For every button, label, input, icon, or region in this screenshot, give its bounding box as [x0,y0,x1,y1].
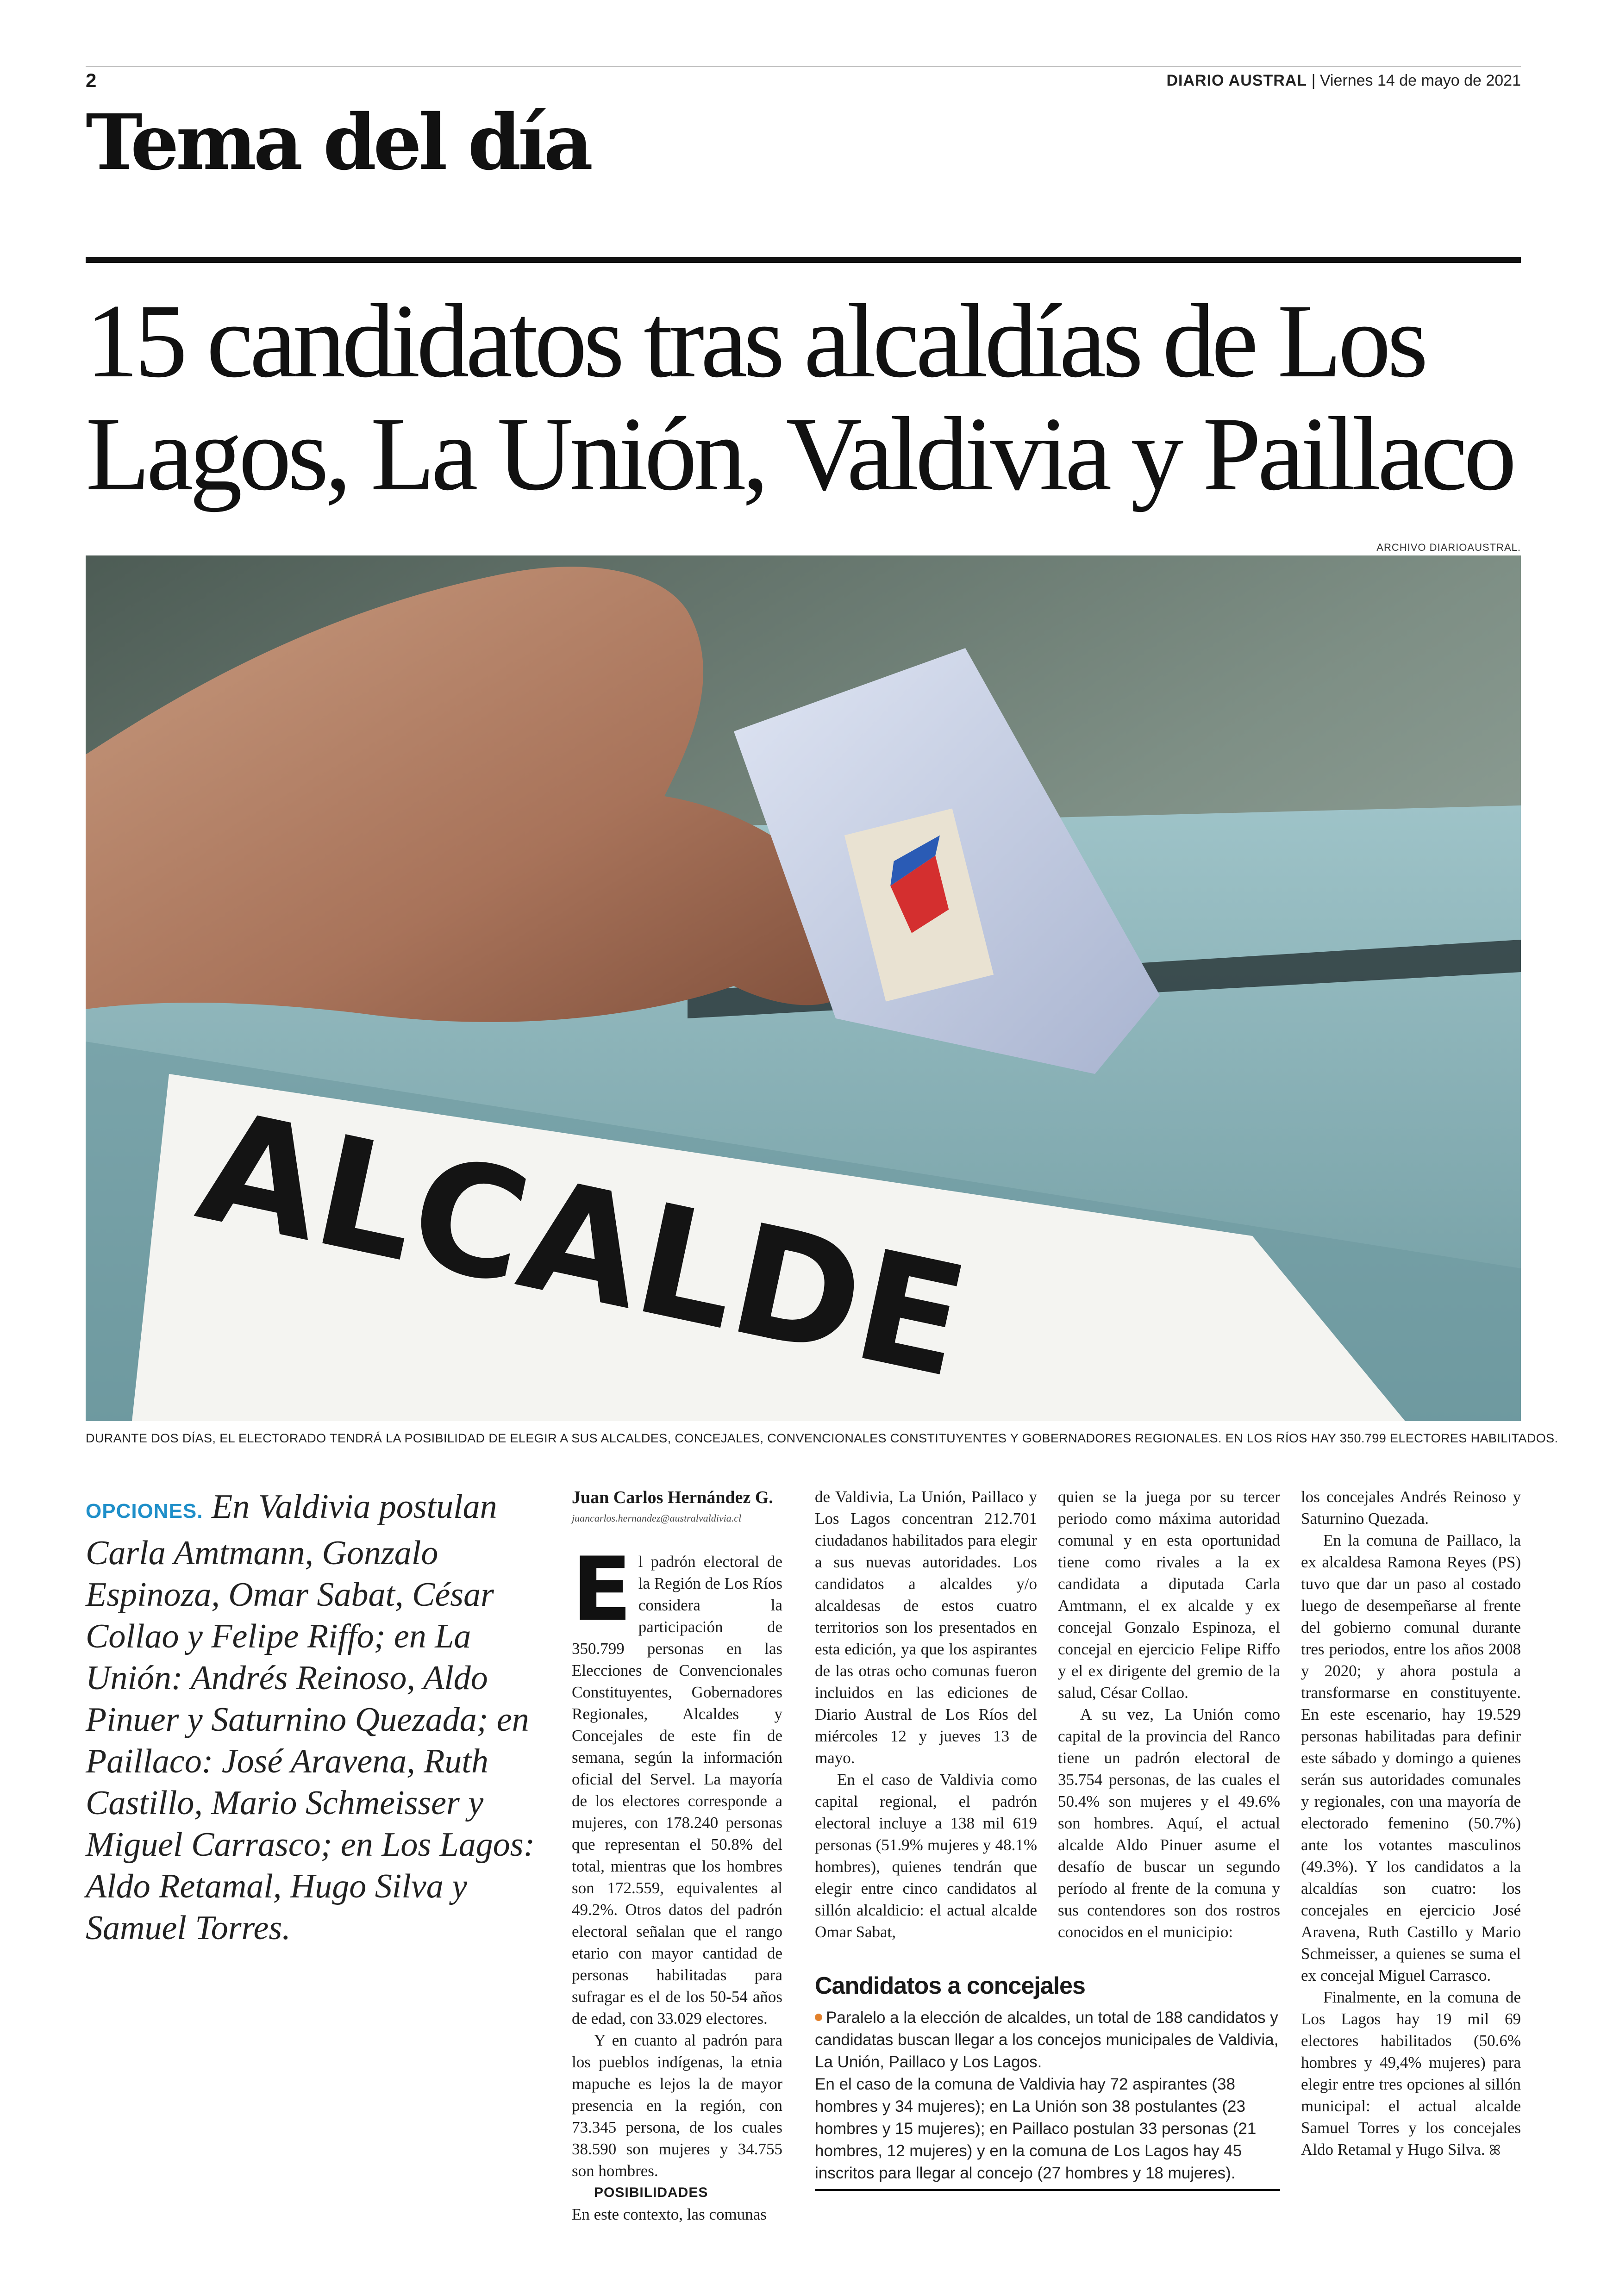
subhead-posibilidades: POSIBILIDADES [594,2185,708,2200]
photo-caption: DURANTE DOS DÍAS, EL ELECTORADO TENDRÁ LA POSIBILIDAD DE ELEGIR A SUS ALCALDES, CONCEJALES, CONVENCIONALES CONSTITUYENTES Y GOBERNADORES REGIONALES. EN LOS RÍOS HAY 350.799 ELECTORES HABILITADOS. [86,1431,1558,1445]
paragraph-text: Finalmente, en la comuna de Los Lagos hay 19 mil 69 electores habilitados (50.6% hombres y 49,4% mujeres) para elegir entre tres opciones al sillón municipal: el actual alcalde Samuel Torres y los concejales Aldo Retamal y Hugo Silva. [1301,1988,1521,2159]
article-paragraph: de Valdivia, La Unión, Paillaco y Los Lagos concentran 212.701 ciudadanos habilitados para elegir a sus nuevas autoridades. Los candidatos a alcaldes y/o alcaldesas de estos cuatro territorios son los presentados en esta edición, ya que los aspirantes de las otras ocho comunas fueron incluidos en las ediciones de Diario Austral de Los Ríos del miércoles 12 y jueves 13 de mayo. [815,1488,1037,1767]
article-paragraph: Y en cuanto al padrón para los pueblos indígenas, la etnia mapuche es lejos la de mayor presencia en la región, con 73.345 persona, de los cuales 38.590 son mujeres y 34.755 son hombres. [572,2031,782,2180]
article-column-4 [1301,1486,1521,2161]
section-rule [86,257,1521,263]
opciones-kicker: OPCIONES. [86,1500,203,1522]
opciones-text: En Valdivia postulan Carla Amtmann, Gonzalo Espinoza, Omar Sabat, César Collao y Felipe Riffo; en La Unión: Andrés Reinoso, Aldo Pinuer y Saturnino Quezada; en Paillaco: José Aravena, Ruth Castillo, Mario Schmeisser y Miguel Carrasco; en Los Lagos: Aldo Retamal, Hugo Silva y Samuel Torres. [86,1488,535,1947]
bullet-icon [815,2014,822,2021]
concejales-box [815,1970,1280,2191]
article-paragraph: quien se la juega por su tercer periodo como máxima autoridad comunal y en esta oportunidad tiene como rivales a la ex candidata a diputada Carla Amtmann, el ex alcalde y ex concejal Gonzalo Espinoza, el concejal en ejercicio Felipe Riffo y el ex dirigente del gremio de la salud, César Collao. [1058,1488,1280,1702]
article-column-1 [572,1486,782,2225]
box-paragraph: En el caso de la comuna de Valdivia hay 72 aspirantes (38 hombres y 34 mujeres); en La Unión son 38 postulantes (23 hombres y 15 mujeres); en Paillaco postulan 33 personas (21 hombres, 12 mujeres) y en la comuna de Los Lagos hay 45 inscritos para llegar al concejo (27 hombres y 18 mujeres). [815,2075,1257,2182]
end-mark-icon: ꕤ [1489,2142,1501,2159]
page-number: 2 [86,69,97,91]
newspaper-name: DIARIO AUSTRAL [1166,72,1307,89]
box-title: Candidatos a concejales [815,1972,1085,1999]
photo-credit: ARCHIVO DIARIOAUSTRAL. [1376,542,1521,553]
article-column-2 [815,1486,1037,1943]
ballot-photo-svg [86,555,1521,1421]
byline-name: Juan Carlos Hernández G. [572,1488,773,1507]
paragraph-text: l padrón electoral de la Región de Los Ríos considera la participación de 350.799 personas en las Elecciones de Convencionales Constituyentes, Gobernadores Regionales, Alcaldes y Concejales de este fin de semana, según la información oficial del Servel. La mayoría de los electores corresponde a mujeres, con 178.240 personas que representan el 50.8% del total, mientras que los hombres son 172.559, equivalentes al 49.2%. Otros datos del padrón electoral señalan que el rango etario con mayor cantidad de personas habilitadas para sufragar es el de los 50-54 años de edad, con 33.029 electores. [572,1553,782,2028]
ballot-box-photo [86,555,1521,1421]
box-paragraph [815,2007,1280,2073]
article-paragraph: En este contexto, las comunas [572,2205,767,2223]
article-paragraph [572,1538,782,2029]
opciones-blurb [86,1486,549,1949]
headline: 15 candidatos tras alcaldías de Los Lagos, La Unión, Valdivia y Paillaco [86,283,1513,512]
byline-email: juancarlos.hernandez@australvaldivia.cl [572,1512,742,1524]
article-paragraph: los concejales Andrés Reinoso y Saturnino Quezada. [1301,1488,1521,1528]
paragraph-text: Paralelo a la elección de alcaldes, un total de 188 candidatos y candidatas buscan llegar a los concejos municipales de Valdivia, La Unión, Paillaco y Los Lagos. [815,2009,1279,2071]
masthead-separator: | [1311,72,1320,89]
section-title: Tema del día [86,97,590,187]
article-paragraph [1301,1986,1521,2161]
top-rule [86,66,1521,67]
article-paragraph: En la comuna de Paillaco, la ex alcaldesa Ramona Reyes (PS) tuvo que dar un paso al costado luego de desempeñarse al frente del gobierno comunal durante tres periodos, entre los años 2008 y 2020; y ahora postula a transformarse en constituyente. En este escenario, hay 19.529 personas habilitadas para definir este sábado y domingo a quienes serán sus autoridades comunales y regionales, con una mayoría de electorado femenino (50.7%) ante los votantes masculinos (49.3%). Y los candidatos a la alcaldías son cuatro: los concejales en ejercicio José Aravena, Ruth Castillo y Mario Schmeisser, a quienes se suma el ex concejal Miguel Carrasco. [1301,1531,1521,1984]
drop-cap: E [572,1538,632,1641]
alcalde-label: ALCALDE [185,1077,980,1412]
article-paragraph: En el caso de Valdivia como capital regional, el padrón electoral incluye a 138 mil 619 personas (51.9% mujeres y 48.1% hombres), quienes tendrán que elegir entre cinco candidatos al sillón alcaldicio: el actual alcalde Omar Sabat, [815,1771,1037,1941]
article-paragraph: A su vez, La Unión como capital de la provincia del Ranco tiene un padrón electoral de 35.754 personas, de las cuales el 50.4% son mujeres y el 49.6% son hombres. Aquí, el actual alcalde Aldo Pinuer asume el desafío de buscar un segundo período al frente de la comuna y sus contendores son dos rostros conocidos en el municipio: [1058,1705,1280,1941]
issue-date: Viernes 14 de mayo de 2021 [1319,72,1521,89]
masthead [1167,72,1521,90]
article-column-3 [1058,1486,1280,1943]
